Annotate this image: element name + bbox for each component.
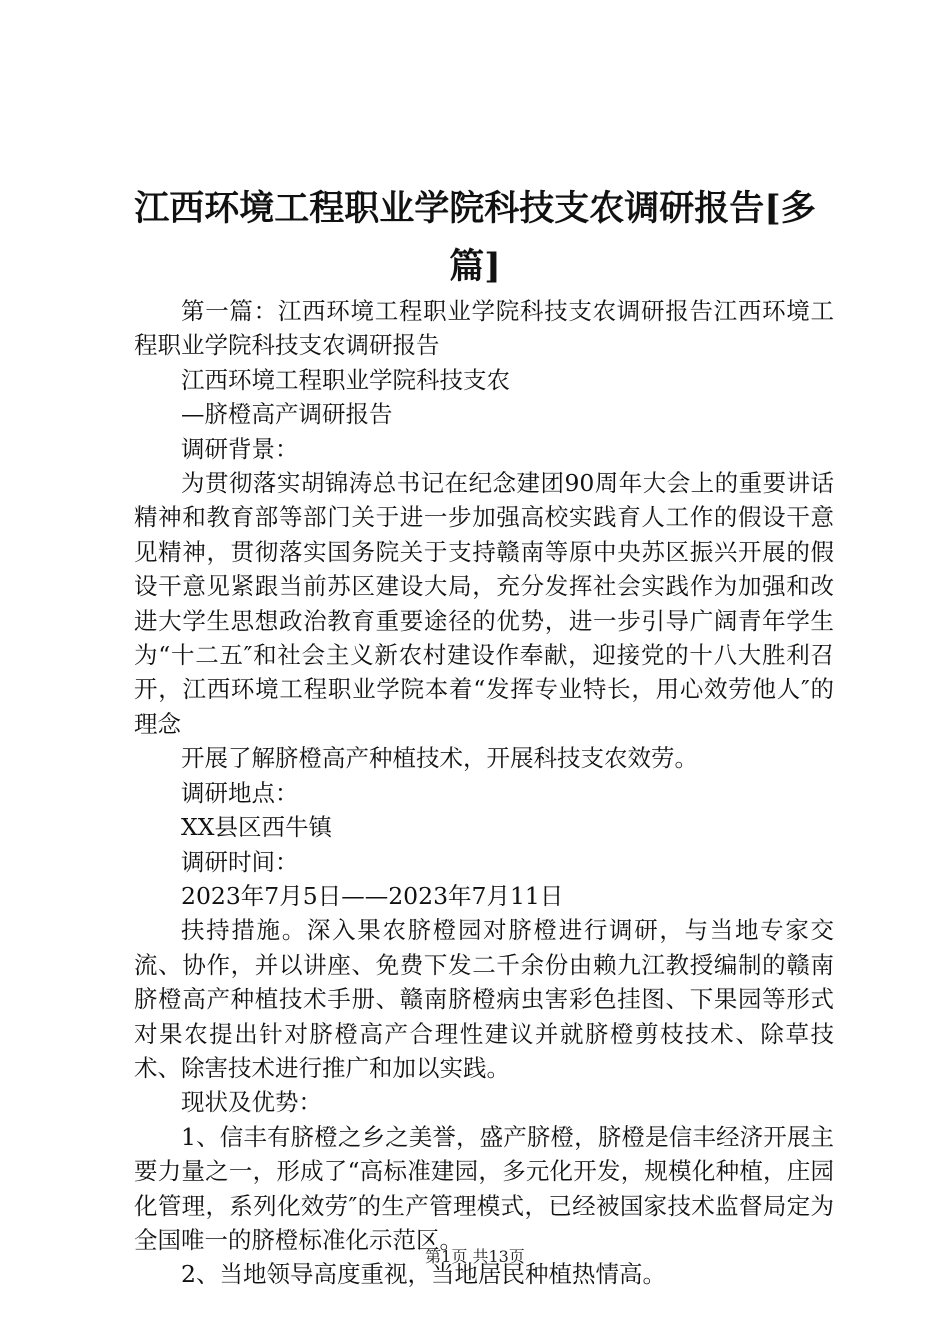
heading-time: 调研时间： [181,847,299,876]
paragraph-status-2: 2、当地领导高度重视，当地居民种植热情高。 [181,1260,666,1289]
heading-background: 调研背景： [181,434,299,463]
paragraph-subtitle-2: —脐橙高产调研报告 [181,400,393,429]
paragraph-intro: 第一篇：江西环境工程职业学院科技支农调研报告江西环境工程职业学院科技支农调研报告 [134,297,834,360]
page-footer: 第1页 共13页 [425,1247,525,1266]
paragraph-status-1: 1、信丰有脐橙之乡之美誉，盛产脐橙，脐橙是信丰经济开展主要力量之一，形成了“高标准建园，多元化开发，规模化种植，庄园化管理，系列化效劳″的生产管理模式，已经被国家技术监督局定为全国唯一的脐橙标准化示范区。 [134,1122,834,1254]
document-body [134,294,834,1292]
heading-location: 调研地点： [181,778,299,807]
paragraph-time: 2023年7月5日——2023年7月11日 [181,881,564,910]
paragraph-location: XX县区西牛镇 [181,813,332,842]
paragraph-background: 为贯彻落实胡锦涛总书记在纪念建团90周年大会上的重要讲话精神和教育部等部门关于进一步加强高校实践育人工作的假设干意见精神，贯彻落实国务院关于支持赣南等原中央苏区振兴开展的假设干意见紧跟当前苏区建设大局，充分发挥社会实践作为加强和改进大学生思想政治教育重要途径的优势，进一步引导广阔青年学生为“十二五″和社会主义新农村建设作奉献，迎接党的十八大胜利召开，江西环境工程职业学院本着“发挥专业特长，用心效劳他人″的理念 [134,469,834,738]
paragraph-subtitle-1: 江西环境工程职业学院科技支农 [181,365,510,394]
paragraph-activity: 开展了解脐橙高产种植技术，开展科技支农效劳。 [181,744,698,773]
paragraph-measures: 扶持措施。深入果农脐橙园对脐橙进行调研，与当地专家交流、协作，并以讲座、免费下发二千余份由赖九江教授编制的赣南脐橙高产种植技术手册、赣南脐橙病虫害彩色挂图、下果园等形式对果农提出针对脐橙高产合理性建议并就脐橙剪枝技术、除草技术、除害技术进行推广和加以实践。 [134,916,834,1082]
document-title: 江西环境工程职业学院科技支农调研报告[多篇] [134,188,816,287]
heading-status: 现状及优势： [181,1088,322,1117]
